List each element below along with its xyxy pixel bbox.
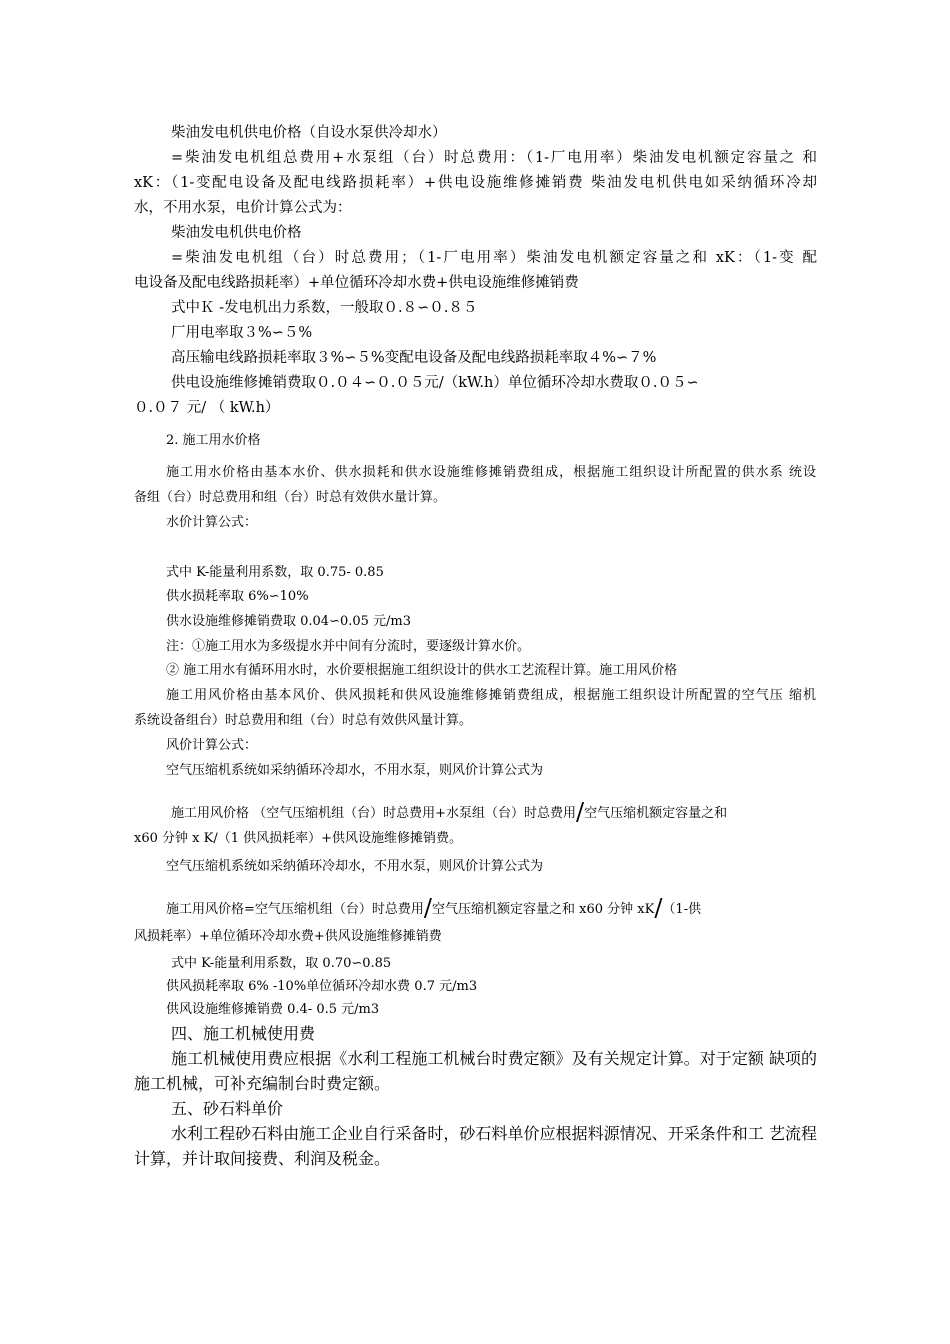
text-line: =柴油发电机组（台）时总费用；（1-厂电用率）柴油发电机额定容量之和 xK：（1-变 配 (171, 250, 817, 266)
text-line: 风损耗率）+单位循环冷却水费+供风设施维修摊销费 (134, 929, 442, 944)
text-line: 空气压缩机系统如采纳循环冷却水，不用水泵，则风价计算公式为 (166, 763, 544, 778)
text-line: 注：①施工用水为多级提水并中间有分流时，要逐级计算水价。 (166, 639, 531, 654)
text-line: 水价计算公式： (166, 515, 258, 530)
text-line: 供风损耗率取 6% -10%单位循环冷却水费 0.7 元/m3 (166, 979, 478, 994)
section-heading: 四、施工机械使用费 (171, 1024, 316, 1043)
text-line: 柴油发电机供电价格 (171, 225, 302, 241)
formula-line (166, 893, 702, 922)
text-line: x60 分钟 x K/（1 供风损耗率）+供风设施维修摊销费。 (134, 831, 462, 846)
formula-text: 施工用风价格=空气压缩机组（台）时总费用 (166, 902, 424, 917)
text-line: 供水损耗率取 6%∽10% (166, 589, 309, 604)
text-line: 计算，并计取间接费、利润及税金。 (134, 1149, 391, 1168)
fraction-slash: / (576, 798, 585, 826)
section-heading: 五、砂石料单价 (171, 1099, 284, 1118)
text-line: 供风设施维修摊销费 0.4- 0.5 元/m3 (166, 1002, 380, 1017)
formula-text: （1-供 (662, 902, 702, 917)
text-line: =柴油发电机组总费用+水泵组（台）时总费用：（1-厂电用率）柴油发电机额定容量之 和 (171, 150, 817, 166)
text-line: 施工用风价格由基本风价、供风损耗和供风设施维修摊销费组成，根据施工组织设计所配置的空气压 缩机 (166, 688, 816, 703)
text-line: 系统设备组台）时总费用和组（台）时总有效供风量计算。 (134, 713, 473, 728)
text-line: 高压输电线路损耗率取３%∽５%变配电设备及配电线路损耗率取４%∽７% (171, 350, 657, 366)
text-line: 厂用电率取３%∽５% (171, 325, 313, 341)
text-line: 供水设施维修摊销费取 0.04∽0.05 元/m3 (166, 614, 412, 629)
text-line: ② 施工用水有循环用水时，水价要根据施工组织设计的供水工艺流程计算。施工用风价格 (166, 663, 678, 678)
formula-text: 空气压缩机额定容量之和 x60 分钟 xK (432, 902, 655, 917)
text-line: xK：（1-变配电设备及配电线路损耗率）+供电设施维修摊销费 柴油发电机供电如采纳循环冷却 (134, 175, 817, 191)
text-line: 式中 K-能量利用系数，取 0.75- 0.85 (166, 565, 384, 580)
text-line: 电设备及配电线路损耗率）+单位循环冷却水费+供电设施维修摊销费 (134, 275, 579, 291)
text-line: 水，不用水泵，电价计算公式为： (134, 200, 352, 216)
text-line: 水利工程砂石料由施工企业自行采备时，砂石料单价应根据料源情况、开采条件和工 艺流程 (171, 1124, 817, 1143)
text-line: 空气压缩机系统如采纳循环冷却水，不用水泵，则风价计算公式为 (166, 859, 544, 874)
section-heading: 2. 施工用水价格 (166, 433, 261, 448)
text-line: 施工用水价格由基本水价、供水损耗和供水设施维修摊销费组成，根据施工组织设计所配置的供水系 统设 (166, 465, 816, 480)
text-line: 风价计算公式： (166, 738, 258, 753)
text-line: 供电设施维修摊销费取０.０４∽０.０５元/（kW.h）单位循环冷却水费取０.０５∽ (171, 375, 699, 391)
text-line: 柴油发电机供电价格（自设水泵供冷却水） (171, 125, 447, 141)
text-line: 施工机械，可补充编制台时费定额。 (134, 1074, 391, 1093)
text-line: 备组（台）时总费用和组（台）时总有效供水量计算。 (134, 490, 447, 505)
fraction-slash: / (654, 894, 663, 922)
formula-text: 施工用风价格 （空气压缩机组（台）时总费用+水泵组（台）时总费用 (171, 806, 577, 821)
formula-line (171, 797, 728, 826)
text-line: ０.０７ 元/ （ kW.h） (134, 400, 280, 416)
fraction-slash: / (423, 894, 432, 922)
text-line: 式中 K-能量利用系数，取 0.70∽0.85 (171, 956, 392, 971)
text-line: 施工机械使用费应根据《水利工程施工机械台时费定额》及有关规定计算。对于定额 缺项的 (171, 1049, 817, 1068)
formula-text: 空气压缩机额定容量之和 (584, 806, 728, 821)
text-line: 式中Ｋ -发电机出力系数，一般取０.８∽０.８５ (171, 300, 478, 316)
